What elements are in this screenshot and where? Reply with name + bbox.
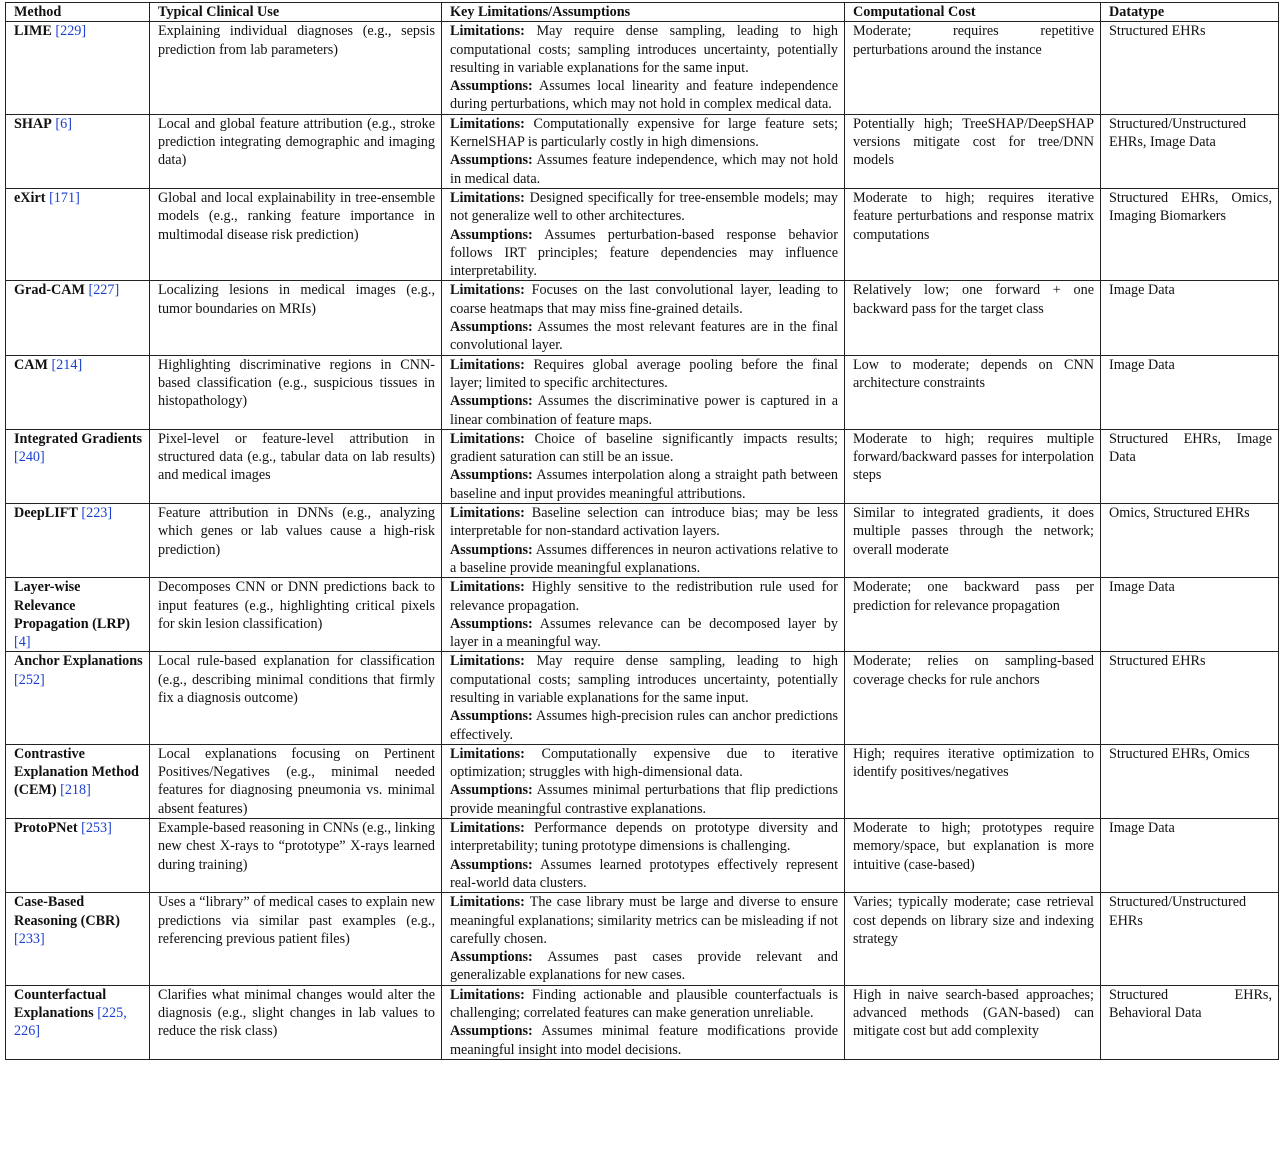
assumptions-text: Assumes minimal feature modifications provide meaningful insight into model decisions. [450,1023,838,1058]
citation-link[interactable]: [223] [81,505,113,522]
method-name: ProtoPNet [14,820,78,837]
limitations-label: Limitations: [450,894,525,911]
assumptions-text: Assumes local linearity and feature independence during perturbations, which may not hold in complex medical data. [450,78,839,113]
table-row [6,22,1279,114]
limitations-cell [442,893,845,985]
assumptions-text: Assumes high-precision rules can anchor predictions effectively. [450,708,838,743]
clinical-use-cell: Clarifies what minimal changes would alter the diagnosis (e.g., slight changes in lab values to reduce the risk class) [150,985,442,1059]
limitations-cell [442,355,845,429]
header-datatype: Datatype [1101,3,1279,22]
limitations-cell [442,429,845,503]
datatype-cell: Image Data [1101,819,1279,893]
limitations-label: Limitations: [450,579,525,596]
method-cell [6,893,150,985]
citation-link[interactable]: [214] [51,356,83,373]
method-name: Integrated Gradients [14,430,143,447]
clinical-use-cell: Local and global feature attribution (e.g., stroke prediction integrating demographic and imaging data) [150,114,442,188]
cost-cell: Relatively low; one forward + one backward pass for the target class [845,281,1101,355]
method-name: Counterfactual Explanations [14,986,107,1022]
limitations-cell [442,114,845,188]
table-row [6,114,1279,188]
assumptions-block [450,615,838,652]
header-clinical-use: Typical Clinical Use [150,3,442,22]
cost-cell: Moderate; relies on sampling-based coverage checks for rule anchors [845,652,1101,744]
method-name: Contrastive Explanation Method (CEM) [14,745,139,799]
datatype-cell: Image Data [1101,281,1279,355]
limitations-cell [442,578,845,652]
assumptions-label: Assumptions: [450,856,533,873]
citation-link[interactable]: [253] [81,820,112,837]
limitations-label: Limitations: [450,115,525,132]
table-row [6,429,1279,503]
assumptions-block [450,541,838,578]
method-name: SHAP [14,115,52,132]
datatype-cell: Structured/Unstructured EHRs, Image Data [1101,114,1279,188]
table-row [6,355,1279,429]
cost-cell: Low to moderate; depends on CNN architecture constraints [845,355,1101,429]
limitations-label: Limitations: [450,653,525,670]
limitations-cell [442,281,845,355]
assumptions-text: Assumes perturbation-based response behavior follows IRT principles; feature dependencies may influence interpretability. [450,226,838,280]
citation-link[interactable]: [227] [88,282,120,299]
limitations-label: Limitations: [450,282,525,299]
cost-cell: Varies; typically moderate; case retrieval cost depends on library size and indexing strategy [845,893,1101,985]
limitations-label: Limitations: [450,820,525,837]
clinical-use-cell: Global and local explainability in tree-ensemble models (e.g., ranking feature importance in multimodal disease risk prediction) [150,188,442,280]
method-name: LIME [14,23,52,40]
method-cell [6,281,150,355]
cost-cell: High; requires iterative optimization to identify positives/negatives [845,744,1101,818]
table-row [6,188,1279,280]
datatype-cell: Omics, Structured EHRs [1101,504,1279,578]
clinical-use-cell: Localizing lesions in medical images (e.g., tumor boundaries on MRIs) [150,281,442,355]
limitations-text: Performance depends on prototype diversity and interpretability; tuning prototype dimensions is challenging. [450,820,838,855]
datatype-cell: Image Data [1101,355,1279,429]
limitations-block [450,986,838,1023]
cost-cell: Similar to integrated gradients, it does multiple passes through the network; overall moderate [845,504,1101,578]
clinical-use-cell: Highlighting discriminative regions in CNN-based classification (e.g., suspicious tissues in histopathology) [150,355,442,429]
assumptions-block [450,392,838,429]
citation-link[interactable]: [229] [55,23,87,40]
assumptions-block [450,226,838,281]
cost-cell: Moderate; one backward pass per prediction for relevance propagation [845,578,1101,652]
table-row [6,504,1279,578]
citation-link[interactable]: [252] [14,671,45,688]
citation-link[interactable]: [233] [14,930,45,947]
method-name: CAM [14,356,48,373]
datatype-cell: Structured EHRs, Omics, Imaging Biomarkers [1101,188,1279,280]
assumptions-block [450,1022,838,1059]
limitations-cell [442,652,845,744]
assumptions-block [450,856,838,893]
limitations-text: Requires global average pooling before the final layer; limited to specific architectures. [450,356,838,391]
assumptions-label: Assumptions: [450,949,533,966]
limitations-label: Limitations: [450,505,525,522]
clinical-use-cell: Explaining individual diagnoses (e.g., sepsis prediction from lab parameters) [150,22,442,114]
limitations-block [450,281,838,318]
method-cell [6,429,150,503]
assumptions-block [450,318,838,355]
assumptions-block [450,77,838,114]
datatype-cell: Structured/Unstructured EHRs [1101,893,1279,985]
clinical-use-cell: Local rule-based explanation for classification (e.g., describing minimal conditions that firmly fix a diagnosis outcome) [150,652,442,744]
limitations-block [450,652,838,707]
clinical-use-cell: Pixel-level or feature-level attribution in structured data (e.g., tabular data on lab results) and medical images [150,429,442,503]
limitations-block [450,819,838,856]
limitations-block [450,504,838,541]
limitations-text: Choice of baseline significantly impacts results; gradient saturation can still be an issue. [450,430,838,466]
limitations-text: Baseline selection can introduce bias; may be less interpretable for non-standard activation layers. [450,505,839,540]
assumptions-block [450,151,838,188]
assumptions-text: Assumes past cases provide relevant and generalizable explanations for new cases. [450,949,838,984]
datatype-cell: Structured EHRs, Omics [1101,744,1279,818]
clinical-use-cell: Decomposes CNN or DNN predictions back to input features (e.g., highlighting critical pixels for skin lesion classification) [150,578,442,652]
limitations-text: Designed specifically for tree-ensemble models; may not generalize well to other architectures. [450,189,838,225]
method-name: Layer-wise Relevance Propagation (LRP) [14,579,130,632]
datatype-cell: Structured EHRs, Behavioral Data [1101,985,1279,1059]
assumptions-text: Assumes feature independence, which may not hold in medical data. [450,152,838,187]
datatype-cell: Structured EHRs [1101,652,1279,744]
limitations-cell [442,22,845,114]
citation-link[interactable]: [6] [55,115,72,132]
clinical-use-cell: Feature attribution in DNNs (e.g., analyzing which genes or lab values cause a high-risk prediction) [150,504,442,578]
assumptions-block [450,466,838,503]
assumptions-text: Assumes learned prototypes effectively represent real-world data clusters. [450,856,839,891]
table-row [6,819,1279,893]
limitations-text: The case library must be large and diverse to ensure meaningful explanations; similarity metrics can be misleading if not carefully chosen. [450,894,838,947]
assumptions-text: Assumes interpolation along a straight path between baseline and input provides meaningful attributions. [450,467,838,502]
method-cell [6,504,150,578]
method-cell [6,22,150,114]
datatype-cell: Image Data [1101,578,1279,652]
citation-link[interactable]: [240] [14,449,45,466]
cost-cell: Potentially high; TreeSHAP/DeepSHAP versions mitigate cost for tree/DNN models [845,114,1101,188]
assumptions-block [450,948,838,985]
citation-link[interactable]: [4] [14,634,31,651]
limitations-label: Limitations: [450,986,525,1003]
clinical-use-cell: Example-based reasoning in CNNs (e.g., linking new chest X-rays to “prototype” X-rays learned during training) [150,819,442,893]
limitations-block [450,745,838,782]
method-cell [6,652,150,744]
assumptions-text: Assumes the most relevant features are in the final convolutional layer. [450,319,838,354]
assumptions-text: Assumes differences in neuron activations relative to a baseline provide meaningful explanations. [450,541,838,576]
assumptions-label: Assumptions: [450,467,533,484]
limitations-cell [442,985,845,1059]
header-cost: Computational Cost [845,3,1101,22]
table-row [6,281,1279,355]
method-name: Case-Based Reasoning (CBR) [14,894,121,929]
cost-cell: High in naive search-based approaches; advanced methods (GAN-based) can mitigate cost but add complexity [845,985,1101,1059]
citation-link[interactable]: [171] [49,189,80,206]
assumptions-text: Assumes the discriminative power is captured in a linear combination of feature maps. [450,393,839,428]
limitations-text: Focuses on the last convolutional layer, leading to coarse heatmaps that may miss fine-grained details. [450,282,839,317]
assumptions-text: Assumes minimal perturbations that flip predictions provide meaningful contrastive explanations. [450,782,838,817]
assumptions-block [450,781,838,818]
method-cell [6,114,150,188]
citation-link[interactable]: [218] [60,782,91,799]
clinical-use-cell: Uses a “library” of medical cases to explain new predictions via similar past examples (e.g., referencing previous patient files) [150,893,442,985]
xai-methods-table [5,2,1279,1060]
assumptions-text: Assumes relevance can be decomposed layer by layer in a meaningful way. [450,615,838,651]
limitations-text: May require dense sampling, leading to high computational costs; sampling introduces uncertainty, potentially resulting in variable explanations for the same input. [450,23,838,76]
assumptions-label: Assumptions: [450,78,533,95]
assumptions-label: Assumptions: [450,393,533,410]
assumptions-label: Assumptions: [450,152,533,169]
limitations-label: Limitations: [450,23,525,40]
assumptions-label: Assumptions: [450,1023,533,1040]
method-cell [6,819,150,893]
limitations-cell [442,188,845,280]
datatype-cell: Structured EHRs [1101,22,1279,114]
assumptions-label: Assumptions: [450,541,533,558]
limitations-block [450,356,838,393]
table-row [6,985,1279,1059]
limitations-label: Limitations: [450,745,525,762]
limitations-text: Finding actionable and plausible counterfactuals is challenging; correlated features can make generation unreliable. [450,986,838,1022]
header-row [6,3,1279,22]
datatype-cell: Structured EHRs, Image Data [1101,429,1279,503]
limitations-block [450,430,838,467]
method-name: eXirt [14,189,46,206]
cost-cell: Moderate to high; requires iterative feature perturbations and response matrix computations [845,188,1101,280]
method-cell [6,578,150,652]
citation-link[interactable]: [225, 226] [14,1005,127,1040]
cost-cell: Moderate; requires repetitive perturbations around the instance [845,22,1101,114]
method-cell [6,355,150,429]
limitations-text: Computationally expensive due to iterative optimization; struggles with high-dimensional data. [450,745,839,781]
limitations-cell [442,744,845,818]
limitations-cell [442,819,845,893]
header-limitations: Key Limitations/Assumptions [442,3,845,22]
method-name: Grad-CAM [14,282,85,299]
assumptions-label: Assumptions: [450,319,533,336]
limitations-label: Limitations: [450,356,525,373]
limitations-block [450,115,838,152]
limitations-text: Highly sensitive to the redistribution rule used for relevance propagation. [450,579,838,614]
limitations-block [450,578,838,615]
limitations-block [450,893,838,948]
limitations-block [450,22,838,77]
table-row [6,893,1279,985]
method-cell [6,744,150,818]
cost-cell: Moderate to high; requires multiple forward/backward passes for interpolation steps [845,429,1101,503]
cost-cell: Moderate to high; prototypes require memory/space, but explanation is more intuitive (case-based) [845,819,1101,893]
header-method: Method [6,3,150,22]
method-cell [6,188,150,280]
assumptions-label: Assumptions: [450,615,533,632]
table-row [6,744,1279,818]
method-name: Anchor Explanations [14,653,143,670]
method-cell [6,985,150,1059]
limitations-cell [442,504,845,578]
table-row [6,652,1279,744]
assumptions-label: Assumptions: [450,708,533,725]
assumptions-label: Assumptions: [450,782,533,799]
limitations-text: May require dense sampling, leading to high computational costs; sampling introduces uncertainty, potentially resulting in variable explanations for the same input. [450,653,838,706]
assumptions-label: Assumptions: [450,226,533,243]
limitations-block [450,189,838,226]
table-row [6,578,1279,652]
assumptions-block [450,707,838,744]
method-name: DeepLIFT [14,505,78,522]
limitations-label: Limitations: [450,189,525,206]
limitations-text: Computationally expensive for large feature sets; KernelSHAP is particularly costly in high dimensions. [450,115,839,151]
clinical-use-cell: Local explanations focusing on Pertinent Positives/Negatives (e.g., minimal needed features for diagnosing pneumonia vs. minimal absent features) [150,744,442,818]
limitations-label: Limitations: [450,430,525,447]
